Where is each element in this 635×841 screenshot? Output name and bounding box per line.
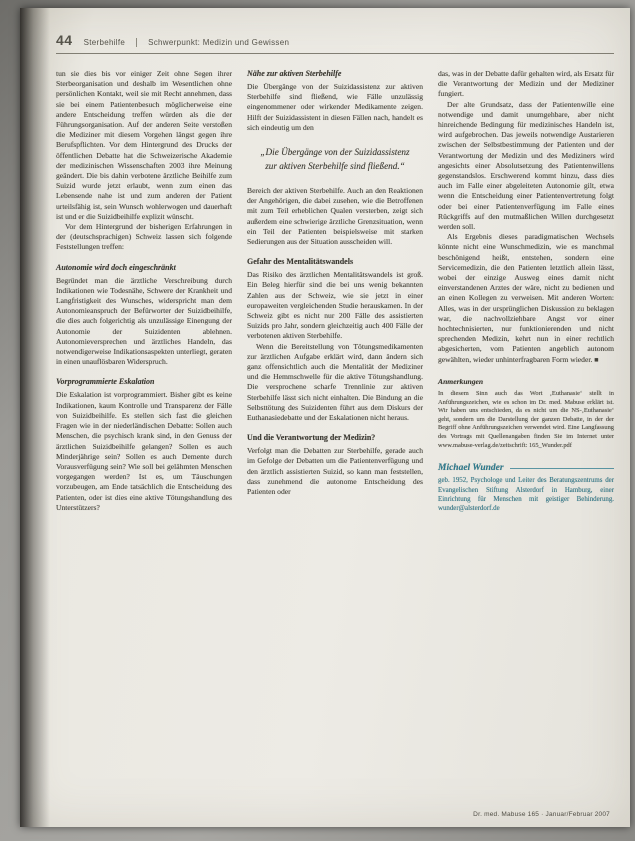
column-right — [438, 69, 614, 513]
author-name-row — [438, 463, 614, 473]
paragraph: tun sie dies bis vor einiger Zeit ohne Segen ihrer Sterbeorganisation und deshalb im Wesentlichen ohne persönlichen Kontakt, weil sie mit Recht annehmen, dass sie bei einem Patientenbesuch möglicherweise eine andere Entscheidung treffen würden als die der Führungsorganisation. Auf der anderen Seite verstoßen die Mediziner mit diesem Vorgehen längst gegen ihre Berufspflichten. Vor dem Hintergrund des Drucks der öffentlichen Debatte hat die Schweizerische Akademie der medizinischen Wissenschaften 2003 ihre Meinung geändert. Die bis dahin verbotene ärztliche Beihilfe zum Suizid wurde jetzt erlaubt, wenn zum einen das Lebensende nahe ist und zum anderen der Patient urteilsfähig ist, sein Wunsch wohlerwogen und dauerhaft ist und er die Suizidbeihilfe explizit wünscht. — [56, 69, 232, 221]
subheading-naehe: Nähe zur aktiven Sterbehilfe — [247, 69, 342, 78]
paragraph: Begründet man die ärztliche Verschreibung durch Indikationen wie Todesnähe, Schwere der Krankheit und Langfristigkeit des Wunsches, widerspricht man dem Autonomieanspruch der Befürworter der Suizidbeihilfe, die dies auch folgerichtig als unzulässige Einengung der Autonomie der Suizidenten ablehnen. Autonomieversprechen und ärztliches Handeln, das notwendigerweise Indikationsaspekten unterliegt, geraten in einen unauflösbaren Widerspruch. — [56, 275, 232, 367]
paragraph: Verfolgt man die Debatten zur Sterbehilfe, gerade auch im Gefolge der Debatten um die Patientenverfügung und den ärztlich assistierten Suizid, so kann man feststellen, dass zunehmend die autonome Entscheidung des Patienten oder — [247, 446, 423, 497]
section-label: Sterbehilfe — [83, 38, 126, 47]
paragraph: Bereich der aktiven Sterbehilfe. Auch an den Reaktionen der Angehörigen, die dabei zusehen, wie die Betroffenen mit zum Teil erheblichen Qualen versterben, zeigt sich außerdem eine schwierige ärztliche Grenzsituation, wenn ein Teil der Patienten beispielsweise mit starken Sedierungen aus der Situation ausscheiden will. — [247, 186, 423, 247]
journal-imprint: Dr. med. Mabuse 165 · Januar/Februar 2007 — [473, 811, 610, 818]
paragraph: Das Risiko des ärztlichen Mentalitätswandels ist groß. Ein Beleg hierfür sind die bei uns wenig bekannten Zahlen aus der Schweiz, wie sie jetzt in einer europaweiten vergleichenden Studie herauskamen. In der Schweiz gibt es nicht nur 200 Fälle des assistierten Suizids pro Jahr, sondern gleichzeitig auch 400 Fälle der verbotenen aktiven Sterbehilfe. — [247, 270, 423, 341]
author-block — [438, 463, 614, 513]
paragraph: Der alte Grundsatz, dass der Patientenwille eine notwendige und damit unumgehbare, aber nicht hinreichende Bedingung für medizinisches Handeln ist, wird aufgebrochen. Das jeweils notwendige Austarieren zwischen der Selbstbestimmung der Patienten und der Verantwortung der Medizin und des Mediziners wird angesichts einer Absolutsetzung des Patientenwillens gegenstandslos. Erschwerend kommt hinzu, dass dies auch im Falle einer abgeleiteten Autonomie gilt, etwa wenn die Entscheidung einer Patientenvertretung folgt oder bei einer Patientenverfügung im Falle eines Rückgriffs auf den mutmaßlichen Willen durchgesetzt werden soll. — [438, 99, 614, 232]
column-left — [56, 69, 232, 513]
pull-quote: „Die Übergänge von der Suizidassistenz zur aktiven Sterbehilfe sind fließend.“ — [260, 147, 410, 171]
end-of-article-marker: ■ — [594, 355, 600, 364]
subheading-responsibility: Und die Verantwortung der Medizin? — [247, 433, 376, 443]
author-rule — [510, 468, 614, 469]
paragraph — [438, 232, 614, 365]
page-number: 44 — [56, 32, 73, 48]
notes-heading: Anmerkungen — [438, 376, 484, 386]
article-columns — [56, 69, 614, 513]
topic-label: Schwerpunkt: Medizin und Gewissen — [136, 38, 289, 47]
paragraph: Vor dem Hintergrund der bisherigen Erfahrungen in der (deutschsprachigen) Schweiz lassen sich folgende Feststellungen treffen: — [56, 222, 232, 252]
page-content — [20, 8, 630, 827]
paragraph: Wenn die Bereitstellung von Tötungsmedikamenten zur ärztlichen Aufgabe erklärt wird, dann ändern sich ganz offensichtlich auch die Mentalität der Mediziner und die Hemmschwelle für die aktive Tötungshandlung. Die versprochene scharfe Trennlinie zur aktiven Sterbehilfe lässt sich nicht einhalten. Die Bindung an die Selbsttötung des Suizidenten führt aus dem Diskurs der Euthanasiedebatte und der Eskalationen nicht heraus. — [247, 341, 423, 423]
column-middle — [247, 69, 423, 513]
paragraph: das, was in der Debatte dafür gehalten wird, als Ersatz für die Verantwortung der Medizin und der Mediziner fungiert. — [438, 69, 614, 99]
paragraph-text: Als Ergebnis dieses paradigmatischen Wechsels könnte nicht eine Wunschmedizin, wie es manchmal beschönigend heißt, entstehen, sondern eine Servicemedizin, die den Patienten letztlich allein lässt, wobei der einzige Ausweg eines damit nicht einverstandenen Arztes der wäre, nicht zu bedienen und an einen Kollegen zu verweisen. Mit anderen Worten: Alles, was in der ursprünglichen Diskussion zu beklagen war, die nachvollziehbare Angst vor einer hochtechnisierten, nur funktionierenden und nicht sprechenden Medizin, kehrt nun in einer rechtlich abgesicherten, vom Patienten angeblich autonom gewählten, wieder unhinterfragbaren Form wieder. — [438, 232, 614, 364]
page-header — [56, 32, 614, 54]
subheading-autonomy: Autonomie wird doch eingeschränkt — [56, 262, 176, 272]
author-bio: geb. 1952, Psychologe und Leiter des Beratungszentrums der Evangelischen Stiftung Alsterdorf in Hamburg, einer Einrichtung für Menschen mit geistiger Behinderung. wunder@alsterdorf.de — [438, 477, 614, 513]
paragraph: Die Übergänge von der Suizidassistenz zur aktiven Sterbehilfe sind fließend, wie Fälle unzulässig eingenommener oder wirkender Medikamente zeigen. Hilft der Suizidassistent in diesen Fällen nach, handelt es sich eindeutig um den — [247, 82, 423, 132]
paragraph: Die Eskalation ist vorprogrammiert. Bisher gibt es keine Indikationen, kaum Kontrolle und Transparenz der Fälle von Suizidbeihilfe. Es stellen sich fast die gleichen Fragen wie in der niederländischen Debatte: Sollen auch Menschen, die psychisch krank sind, in den Genuss der ärztlichen Suizidbeihilfe gelangen? Sollen es auch Minderjährige sein? Sollen es auch Demente durch Vorausverfügung sein? Wie soll bei gelähmten Menschen vorgegangen werden? Ist es, um Täuschungen vorzubeugen, am Ende tatsächlich die Entscheidung des Patienten, oder ist dies eine aktive Tötungshandlung des Unterstützers? — [56, 390, 232, 512]
notes-text: In diesem Sinn auch das Wort ‚Euthanasie‘ stellt in Anführungszeichen, wie es schon im Dr. med. Mabuse erklärt ist. Wir haben uns entschieden, da es nicht um die NS-‚Euthanasie‘ geht, sondern um die Darstellung der ganzen Debatte, in der der Begriff ohne Anführungszeichen verwendet wird. Eine Langfassung des Vortrags mit Quellenangaben finden Sie im Internet unter www.mabuse-verlag.de/zeitschrift: 165_Wunder.pdf — [438, 390, 614, 449]
scanned-paper-page — [20, 8, 630, 827]
author-name: Michael Wunder — [438, 463, 504, 474]
subheading-escalation: Vorprogrammierte Eskalation — [56, 377, 155, 387]
subheading-mentality: Gefahr des Mentalitätswandels — [247, 257, 354, 267]
